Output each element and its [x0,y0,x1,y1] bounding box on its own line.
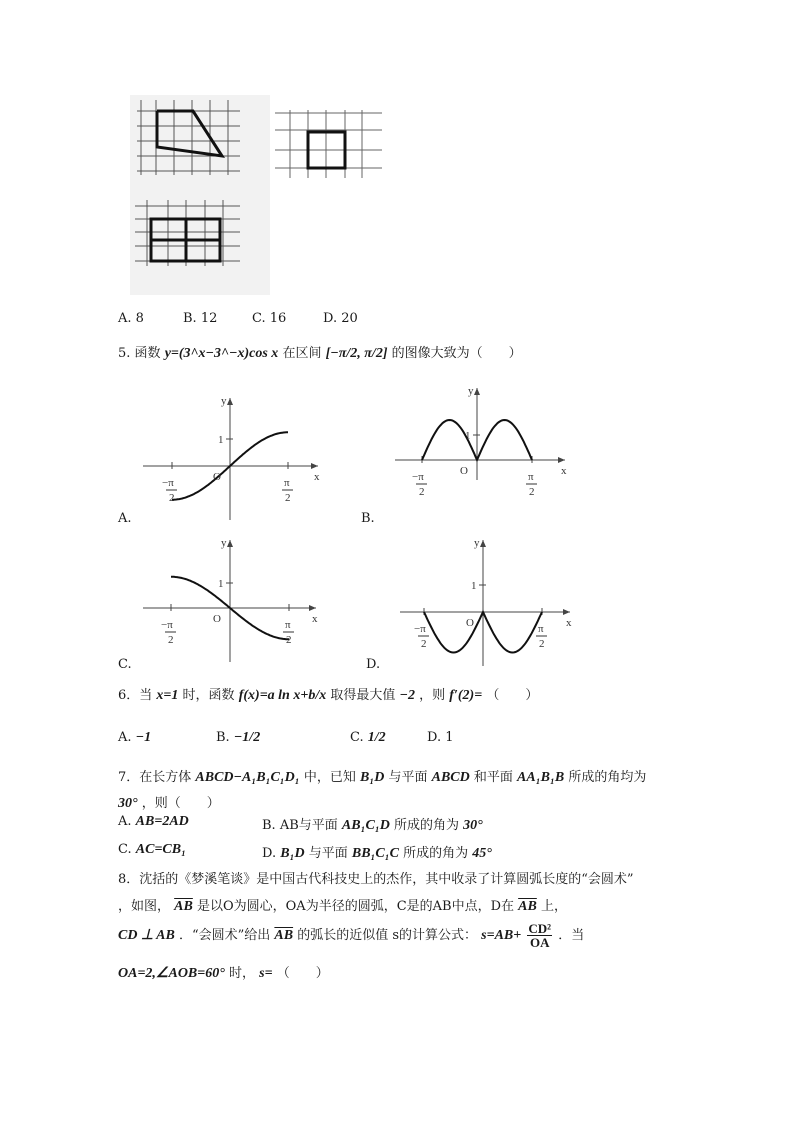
graph-d-pi-label: π [538,623,544,635]
q5-formula: y=(3^x−3^−x)cos x [164,346,279,361]
graph-a-y-arrow-icon [227,398,233,405]
graph-a-origin-label: O [213,471,221,483]
q4-option-b[interactable]: B. 12 [183,311,218,326]
q8-line4 [118,962,329,982]
q6-text-mid2: 取得最大值 [330,688,396,703]
q7-option-d-plane: BB₁C₁C [351,846,399,861]
q7-plane1: ABCD [431,770,470,785]
q4-option-c[interactable]: C. 16 [252,311,287,326]
q8-line2-post: 上， [540,899,567,914]
q7-stem-line2 [118,792,220,812]
graph-a-den-label: 2 [285,492,291,504]
q7-text-pre: 7．在长方体 [118,770,192,785]
q7-plane2: AA₁B₁B [517,770,565,785]
q7-text-post: 所成的角均为 [568,770,647,785]
graph-c-y-arrow-icon [227,540,233,547]
q6-option-a-label: A. [118,730,132,745]
graph-c-pi-label: π [285,619,291,631]
graph-b-x-arrow-icon [558,457,565,463]
q8-line3 [118,922,584,949]
q6-text-pre: 6．当 [118,688,153,703]
graph-b-neg-den-label: 2 [419,486,425,498]
graph-d-one-label: 1 [471,580,477,592]
graph-d-den-label: 2 [539,638,545,650]
q6-condition: x=1 [156,688,179,703]
graph-c-den-label: 2 [286,634,292,646]
q7-option-d[interactable] [262,842,492,862]
q7-angle: 30° [118,796,138,811]
q8-arc-2: $\overline{AB}$ [518,899,537,914]
q7-option-d-label: D. [262,846,277,861]
graph-d-y-arrow-icon [480,540,486,547]
graph-b-x-label: x [561,465,567,477]
q6-ask: f′(2)= [449,688,483,703]
q7-option-b-post: 所成的角为 [393,818,459,833]
q7-option-c-value: AC=CB₁ [135,842,186,857]
graph-a-pi-label: π [284,477,290,489]
q7-text-mid: 中，已知 [303,770,356,785]
graph-b-pi-label: π [528,471,534,483]
q7-text-mid3: 和平面 [473,770,513,785]
q5-text-pre: 函数 [134,346,161,361]
graph-d-origin-label: O [466,617,474,629]
q6-text-post: （ ） [486,688,539,703]
q7-option-c[interactable] [118,842,186,858]
q7-option-a[interactable] [118,814,189,830]
graph-c-x-arrow-icon [309,605,316,611]
graph-d-neg-den-label: 2 [421,638,427,650]
q8-line2-pre: ，如图， [118,899,171,914]
q8-line1: 8．沈括的《梦溪笔谈》是中国古代科技史上的杰作，其中收录了计算圆弧长度的“会圆术” [118,872,634,887]
q7-option-b-pre: AB与平面 [279,818,338,833]
graph-b-den-label: 2 [529,486,535,498]
graph-a-x-arrow-icon [311,463,318,469]
graph-b-origin-label: O [460,465,468,477]
q5-text-post: 的图像大致为（ ） [391,346,522,361]
q8-arc-3: $\overline{AB}$ [274,928,294,943]
q8-formula: s=AB+ [481,928,522,943]
q7-option-b-angle: 30° [463,818,483,833]
graph-c-y-label: y [221,537,227,549]
q5-option-d[interactable]: D. [366,657,381,672]
q6-stem [118,684,538,704]
q7-text-tail: ，则（ ） [141,796,220,811]
q6-option-a-value: −1 [135,730,152,745]
q6-option-c[interactable] [350,730,386,746]
q8-line3-mid2: 的弧长的近似值 s的计算公式： [297,928,478,943]
q8-condition: OA=2,∠AOB=60° [118,966,225,981]
graph-a-neg-den-label: 2 [169,492,175,504]
graph-c-x-label: x [312,613,318,625]
graph-a-one-label: 1 [218,434,224,446]
graph-d-x-label: x [566,617,572,629]
q7-option-c-label: C. [118,842,132,857]
q7-option-b-label: B. [262,818,276,833]
q7-option-d-post: 所成的角为 [403,846,469,861]
q6-option-a[interactable] [118,730,151,746]
q6-text-mid3: ，则 [419,688,446,703]
graph-a-neg-pi-label: −π [162,477,174,489]
q5-option-c[interactable]: C. [118,657,132,672]
q6-max-value: −2 [399,688,415,703]
q4-option-d[interactable]: D. 20 [323,311,358,326]
q5-text-mid: 在区间 [282,346,322,361]
q8-line4-mid: 时， [228,966,255,981]
q7-option-d-line: B₁D [280,846,305,861]
q7-stem-line1 [118,766,646,786]
q7-text-mid2: 与平面 [388,770,428,785]
q8-fraction [527,922,552,949]
graph-c-origin-label: O [213,613,221,625]
graph-b-y-arrow-icon [474,388,480,395]
q5-option-b[interactable]: B. [361,511,375,526]
q7-solid: ABCD−A₁B₁C₁D₁ [195,770,300,785]
q7-option-d-angle: 45° [472,846,492,861]
q8-line4-post: （ ） [276,966,329,981]
graph-a-y-label: y [221,395,227,407]
q7-option-a-value: AB=2AD [135,814,189,829]
q8-fraction-den: OA [530,935,550,950]
q6-option-c-label: C. [350,730,364,745]
graph-d-x-arrow-icon [563,609,570,615]
graph-a-x-label: x [314,471,320,483]
graph-d-y-label: y [474,537,480,549]
q8-ask: s= [259,966,273,981]
q7-option-a-label: A. [118,814,132,829]
graph-d-neg-pi-label: −π [414,623,426,635]
q8-perp: CD ⊥ AB [118,928,175,943]
q6-option-b-label: B. [216,730,230,745]
q8-fraction-num: CD² [528,921,552,936]
q5-interval: [−π/2, π/2] [325,346,388,361]
q6-option-d[interactable]: D. 1 [427,730,454,745]
q6-option-b-value: −1/2 [233,730,261,745]
q8-line2 [118,895,567,915]
q8-arc-1: $\overline{AB}$ [174,899,193,914]
q7-option-b[interactable] [262,814,483,834]
q6-function: f(x)=a ln x+b/x [238,688,327,703]
q7-line: B₁D [359,770,385,785]
q7-option-d-pre: 与平面 [308,846,348,861]
graph-c-one-label: 1 [218,578,224,590]
q6-option-b[interactable] [216,730,260,746]
q5-number: 5. [118,346,131,361]
graph-b-neg-pi-label: −π [412,471,424,483]
q6-text-mid: 时，函数 [182,688,235,703]
q4-option-a[interactable]: A. 8 [118,311,144,326]
q5-option-a[interactable]: A. [118,511,132,526]
q8-line3-post: ．当 [558,928,585,943]
q8-line3-mid: ．“会圆术”给出 [178,928,271,943]
q8-line2-mid: 是以O为圆心，OA为半径的圆弧，C是的AB中点，D在 [196,899,514,914]
graph-b-y-label: y [468,385,474,397]
q7-option-b-plane: AB₁C₁D [341,818,390,833]
graph-b-one-label: 1 [465,430,471,442]
q6-option-c-value: 1/2 [367,730,386,745]
graph-c-neg-pi-label: −π [161,619,173,631]
graph-c-neg-den-label: 2 [168,634,174,646]
